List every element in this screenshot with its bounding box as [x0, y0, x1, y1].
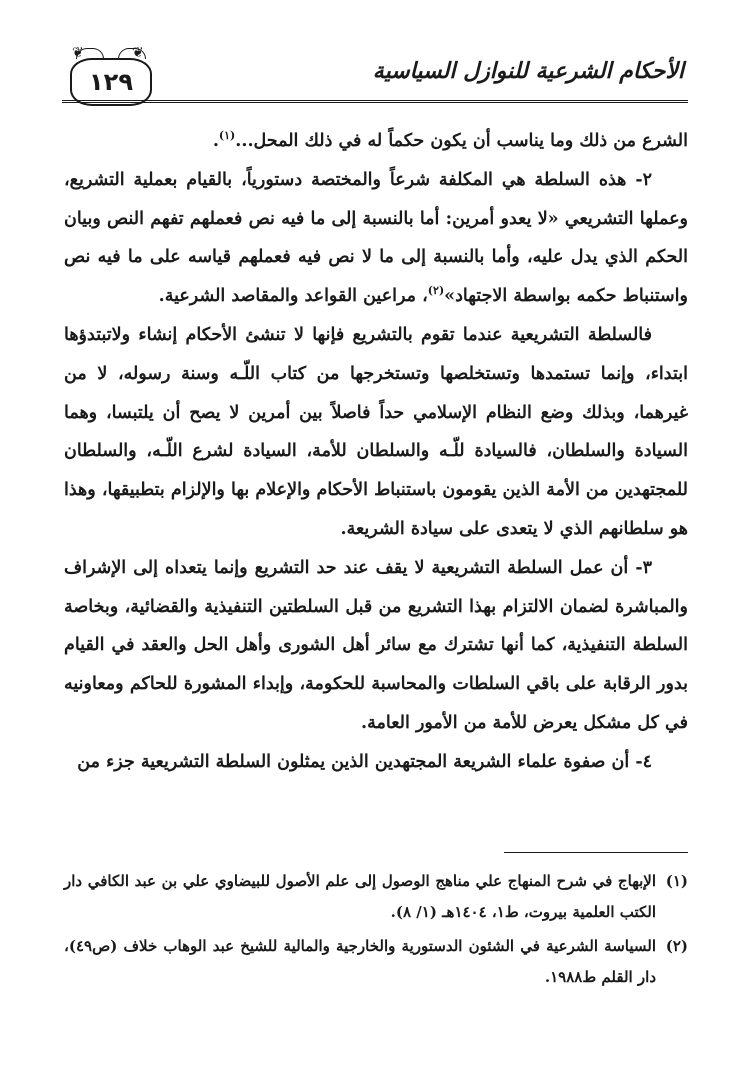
footnote-ref-2: (٢)	[427, 284, 445, 298]
paragraph-2	[64, 161, 688, 316]
footnote-rule	[504, 852, 688, 853]
footnote-text: الإبهاج في شرح المنهاج علي مناهج الوصول إلى علم الأصول للبيضاوي علي بن عبد الكافي دار الكتب العلمية بيروت، ط١، ١٤٠٤هـ (١/ ٨).	[64, 872, 656, 921]
paragraph-text: ٣- أن عمل السلطة التشريعية لا يقف عند حد التشريع وإنما يتعداه إلى الإشراف والمباشرة لضمان الالتزام بهذا التشريع من قبل السلطتين التنفيذية والقضائية، وبخاصة السلطة التنفيذية، كما أنها تشترك مع سائر أهل الشورى وأهل الحل والعقد في القيام بدور الرقابة على باقي السلطات والمحاسبة للحكومة، وإبداء المشورة للحاكم ومعاونيه في كل مشكل يعرض للأمة من الأمور العامة.	[64, 557, 688, 733]
page-number-frame	[70, 58, 152, 106]
header-rule	[62, 100, 688, 103]
footnote-number: (٢)	[665, 937, 688, 955]
paragraph-text: الشرع من ذلك وما يناسب أن يكون حكماً له في ذلك المحل...	[235, 131, 688, 151]
footnotes	[64, 866, 688, 996]
page-header	[62, 44, 688, 110]
footnote-2	[64, 931, 688, 992]
paragraph-1: الشرع من ذلك وما يناسب أن يكون حكماً له في ذلك المحل...$^{(١)}$.	[212, 129, 688, 151]
paragraph-3	[64, 316, 688, 549]
paragraph-text: ٢- هذه السلطة هي المكلفة شرعاً والمختصة دستورياً، بالقيام بعملية التشريع، وعملها التشريعي «لا يعدو أمرين: أما بالنسبة إلى ما فيه نص فعملهم تفهم النص وبيان الحكم الذي يدل عليه، وأما بالنسبة إلى ما لا نص فيه فعملهم قياسه على ما فيه نص واستنباط حكمه بواسطة الاجتهاد»	[64, 169, 688, 307]
paragraph-text: فالسلطة التشريعية عندما تقوم بالتشريع فإنها لا تنشئ الأحكام إنشاء ولاتبتدؤها ابتداء، وإنما تستمدها وتستخلصها وتستخرجها من كتاب اللّـه وسنة رسوله، لا من غيرهما، وبذلك وضع النظام الإسلامي حداً فاصلاً بين أمرين لا يصح أن يلتبسا، وهما السيادة والسلطان، فالسيادة للّـه والسلطان للأمة، السيادة لشرع اللّـه، والسلطان للمجتهدين من الأمة الذين يقومون باستنباط الأحكام والإعلام بها والإلزام بتطبيقها، وهذا هو سلطانهم الذي لا يتعدى على سيادة الشريعة.	[64, 324, 688, 539]
left-ornament-icon: ❦	[72, 45, 84, 61]
paragraph-4	[64, 549, 688, 743]
book-title: الأحكام الشرعية للنوازل السياسية	[372, 58, 684, 84]
right-ornament-icon: ❦	[132, 45, 144, 61]
main-text	[64, 122, 688, 782]
paragraph-text: ٤- أن صفوة علماء الشريعة المجتهدين الذين يمثلون السلطة التشريعية جزء من	[77, 751, 652, 772]
footnote-ref-1: (١)	[218, 129, 236, 143]
page-number: ١٢٩	[89, 68, 133, 96]
footnote-number: (١)	[665, 872, 688, 890]
footnote-1	[64, 866, 688, 927]
footnote-text: السياسة الشرعية في الشئون الدستورية والخارجية والمالية للشيخ عبد الوهاب خلاف (ص٤٩)، دار القلم ط١٩٨٨.	[64, 937, 656, 986]
paragraph-5	[64, 743, 688, 782]
paragraph-tail: ، مراعين القواعد والمقاصد الشرعية.	[158, 286, 428, 307]
